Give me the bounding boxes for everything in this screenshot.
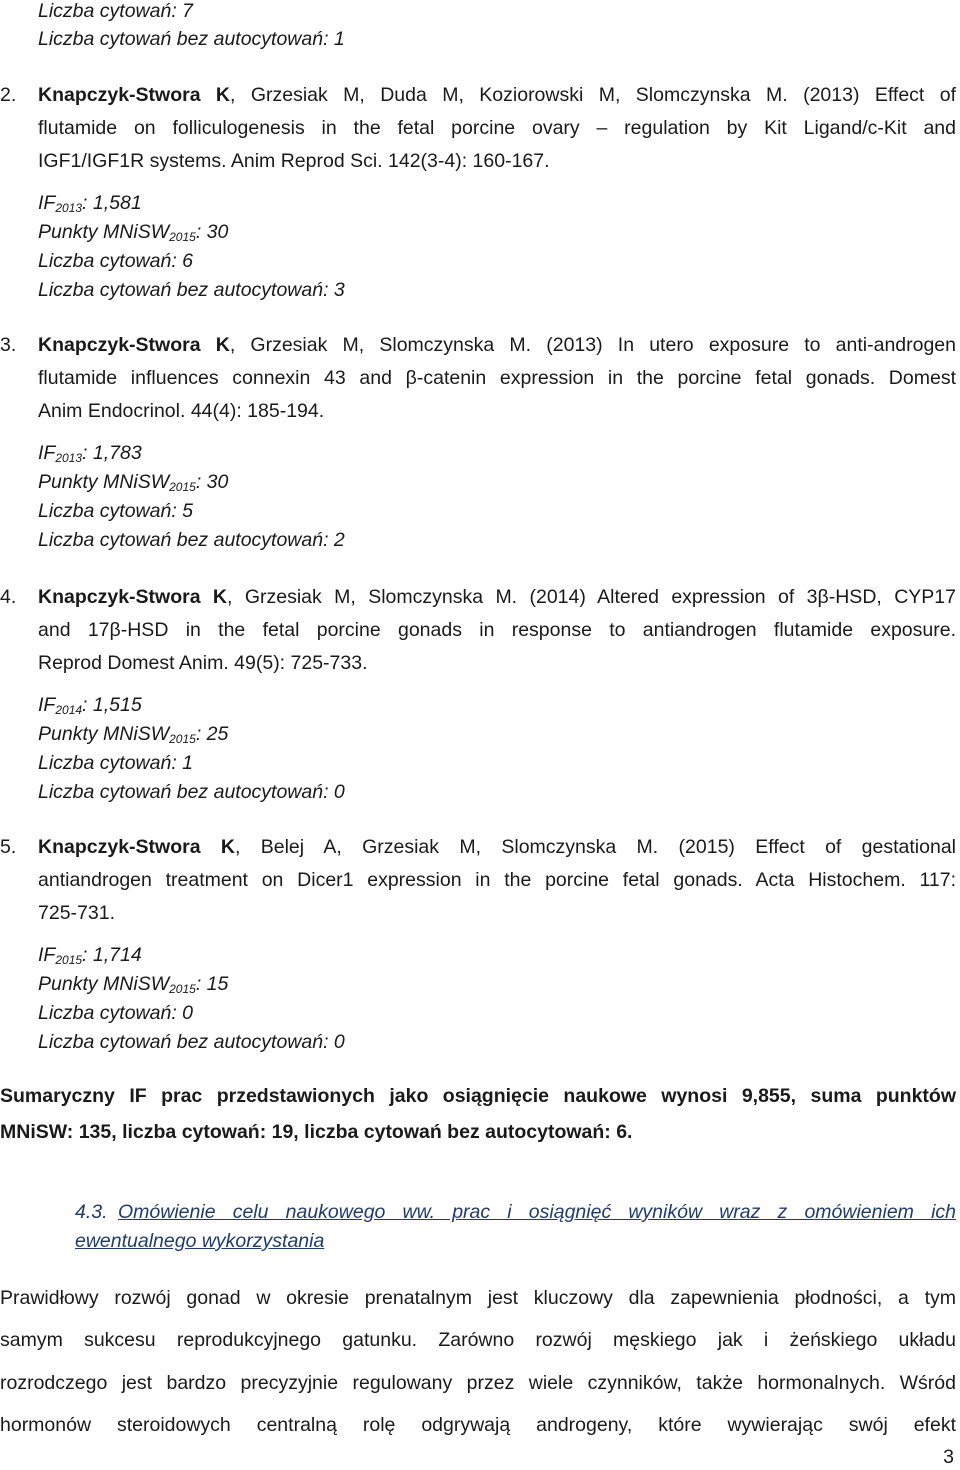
- metric-citations: Liczba cytowań: 7: [38, 0, 194, 22]
- body-text-line: hormonów steroidowych centralną rolę odgrywają androgeny, które wywierając swój efekt: [0, 1414, 956, 1436]
- citation-count: Liczba cytowań: 0: [38, 1002, 194, 1024]
- publication-citation-line: Knapczyk-Stwora K, Grzesiak M, Slomczynska M. (2013) In utero exposure to anti-androgen: [38, 334, 957, 356]
- publication-number: 4.: [0, 586, 17, 608]
- section-heading-continuation: ewentualnego wykorzystania: [75, 1230, 325, 1252]
- page-number: 3: [943, 1446, 954, 1468]
- mnisw-points: Punkty MNiSW$_{2015}$: 30: [38, 221, 229, 244]
- author-name: Knapczyk-Stwora K: [38, 84, 231, 106]
- citation-count: Liczba cytowań: 5: [38, 500, 194, 522]
- citation-count-no-self: Liczba cytowań bez autocytowań: 0: [38, 781, 345, 803]
- publication-number: 3.: [0, 334, 17, 356]
- citation-count-no-self: Liczba cytowań bez autocytowań: 0: [38, 1031, 345, 1053]
- publication-citation-line: flutamide influences connexin 43 and β-catenin expression in the porcine fetal gonads. Domest: [38, 367, 956, 389]
- impact-factor: $IF_{2014}$: 1,515: [38, 694, 142, 717]
- publication-citation-line: 725-731.: [38, 902, 115, 924]
- body-text-line: samym sukcesu reprodukcyjnego gatunku. Zarówno rozwój męskiego jak i żeńskiego układu: [0, 1329, 956, 1351]
- citation-count-no-self: Liczba cytowań bez autocytowań: 3: [38, 279, 345, 301]
- author-name: Knapczyk-Stwora K: [38, 586, 228, 608]
- publication-citation-line: Knapczyk-Stwora K, Grzesiak M, Duda M, Koziorowski M, Slomczynska M. (2013) Effect of: [38, 84, 956, 106]
- metric-citations-no-self: Liczba cytowań bez autocytowań: 1: [38, 28, 345, 50]
- mnisw-points: Punkty MNiSW$_{2015}$: 15: [38, 973, 229, 996]
- impact-factor: $IF_{2015}$: 1,714: [38, 944, 142, 967]
- body-text-line: Prawidłowy rozwój gonad w okresie prenatalnym jest kluczowy dla zapewnienia płodności, a tym: [0, 1287, 956, 1309]
- publication-citation-line: Knapczyk-Stwora K, Grzesiak M, Slomczynska M. (2014) Altered expression of 3β-HSD, CYP17: [38, 586, 956, 608]
- citation-count-no-self: Liczba cytowań bez autocytowań: 2: [38, 529, 345, 551]
- publication-citation-line: flutamide on folliculogenesis in the fetal porcine ovary – regulation by Kit Ligand/c-Kit and: [38, 117, 956, 139]
- publication-citation-line: and 17β-HSD in the fetal porcine gonads in response to antiandrogen flutamide exposure.: [38, 619, 956, 641]
- publication-number: 5.: [0, 836, 17, 858]
- publication-citation-line: Anim Endocrinol. 44(4): 185-194.: [38, 400, 325, 422]
- impact-factor: $IF_{2013}$: 1,581: [38, 192, 142, 215]
- publication-citation-line: antiandrogen treatment on Dicer1 expression in the porcine fetal gonads. Acta Histochem. 117:: [38, 869, 956, 891]
- section-number: 4.3.: [75, 1201, 108, 1223]
- mnisw-points: Punkty MNiSW$_{2015}$: 30: [38, 471, 229, 494]
- section-heading: Omówienie celu naukowego ww. prac i osiągnięć wyników wraz z omówieniem ich: [118, 1201, 956, 1223]
- citation-count: Liczba cytowań: 6: [38, 250, 194, 272]
- publication-citation-line: Reprod Domest Anim. 49(5): 725-733.: [38, 652, 368, 674]
- summary-line: Sumaryczny IF prac przedstawionych jako osiągnięcie naukowe wynosi 9,855, suma punktów: [0, 1085, 956, 1107]
- author-name: Knapczyk-Stwora K: [38, 836, 235, 858]
- summary-line: MNiSW: 135, liczba cytowań: 19, liczba cytowań bez autocytowań: 6.: [0, 1121, 633, 1143]
- publication-number: 2.: [0, 84, 17, 106]
- publication-citation-line: IGF1/IGF1R systems. Anim Reprod Sci. 142(3-4): 160-167.: [38, 150, 550, 172]
- citation-count: Liczba cytowań: 1: [38, 752, 194, 774]
- impact-factor: $IF_{2013}$: 1,783: [38, 442, 142, 465]
- mnisw-points: Punkty MNiSW$_{2015}$: 25: [38, 723, 229, 746]
- body-text-line: rozrodczego jest bardzo precyzyjnie regulowany przez wiele czynników, także hormonalnych. Wśród: [0, 1372, 956, 1394]
- publication-citation-line: Knapczyk-Stwora K, Belej A, Grzesiak M, Slomczynska M. (2015) Effect of gestational: [38, 836, 956, 858]
- author-name: Knapczyk-Stwora K: [38, 334, 230, 356]
